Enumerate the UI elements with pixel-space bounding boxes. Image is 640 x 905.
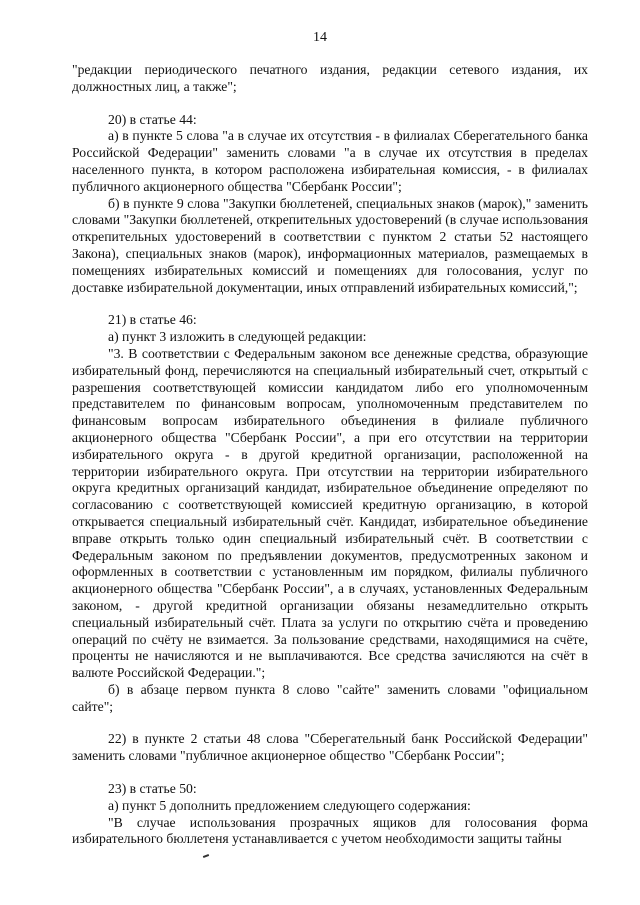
document-body (72, 62, 588, 848)
item-20-b: б) в пункте 9 слова "Закупки бюллетеней, специальных знаков (марок)," заменить словами "Закупки бюллетеней, открепительных удостоверений (в случае использования открепительных удостоверений в соответствии с пунктом 2 статьи 52 настоящего Закона), специальных знаков (марок), информационных материалов, размещаемых в помещениях избирательных комиссий и помещениях для голосования, услуг по доставке избирательной документации, иных отправлений избирательных комиссий,"; (72, 195, 588, 295)
paragraph-gap (72, 296, 588, 312)
paragraph-gap (72, 765, 588, 781)
item-20-heading: 20) в статье 44: (108, 111, 197, 127)
item-21-a: а) пункт 3 изложить в следующей редакции: (108, 329, 367, 345)
item-22: 22) в пункте 2 статьи 48 слова "Сберегательный банк Российской Федерации" заменить словами "публичное акционерное общество "Сбербанк России"; (72, 731, 588, 764)
item-23-a-quote: "В случае использования прозрачных ящиков для голосования форма избирательного бюллетеня устанавливается с учетом необходимости защиты тайны (72, 814, 588, 847)
item-21-b: б) в абзаце первом пункта 8 слово "сайте" заменить словами "официальном сайте"; (72, 681, 588, 714)
item-20-a: а) в пункте 5 слова "а в случае их отсутствия - в филиалах Сберегательного банка Российской Федерации" заменить словами "а в случае их отсутствия в пределах населенного пункта, в котором расположена избирательная комиссия, - в филиалах публичного акционерного общества "Сбербанк России"; (72, 128, 588, 194)
page-number: 14 (313, 30, 327, 45)
item-21-heading: 21) в статье 46: (108, 312, 197, 328)
item-21-a-quote: "3. В соответствии с Федеральным законом все денежные средства, образующие избирательный фонд, перечисляются на специальный избирательный счет, открытый с разрешения соответствующей комиссии кандидатом либо его уполномоченным представителем по финансовым вопросам, уполномоченным представителем по финансовым вопросам избирательного объединения в филиале публичного акционерного общества "Сбербанк России", а при его отсутствии на территории избирательного округа - в другой кредитной организации, расположенной на территории избирательного округа. При отсутствии на территории избирательного округа кредитных организаций кандидат, избирательное объединение определяют по согласованию с соответствующей комиссией кредитную организацию, в которой открывается специальный избирательный счёт. Кандидат, избирательное объединение вправе открыть только один специальный избирательный счёт. В соответствии с Федеральным законом по предъявлении документов, предусмотренных законом и оформленных в соответствии с установленным им порядком, филиалы публичного акционерного общества "Сбербанк России", а в случаях, установленных Федеральным законом, - другой кредитной организации обязаны незамедлительно открыть специальный избирательный счёт. Плата за услуги по открытию счёта и проведению операций по счёту не взимается. За пользование средствами, находящимися на счёте, проценты не начисляются и не выплачиваются. Все средства зачисляются на счёт в валюте Российской Федерации."; (72, 345, 588, 681)
paragraph-continuation: "редакции периодического печатного издания, редакции сетевого издания, их должностных лиц, а также"; (72, 62, 588, 94)
paragraph-gap (72, 715, 588, 731)
item-23-a: а) пункт 5 дополнить предложением следующего содержания: (108, 797, 471, 813)
item-23-heading: 23) в статье 50: (108, 781, 197, 797)
scan-mark (203, 854, 209, 858)
paragraph-gap (72, 96, 588, 112)
